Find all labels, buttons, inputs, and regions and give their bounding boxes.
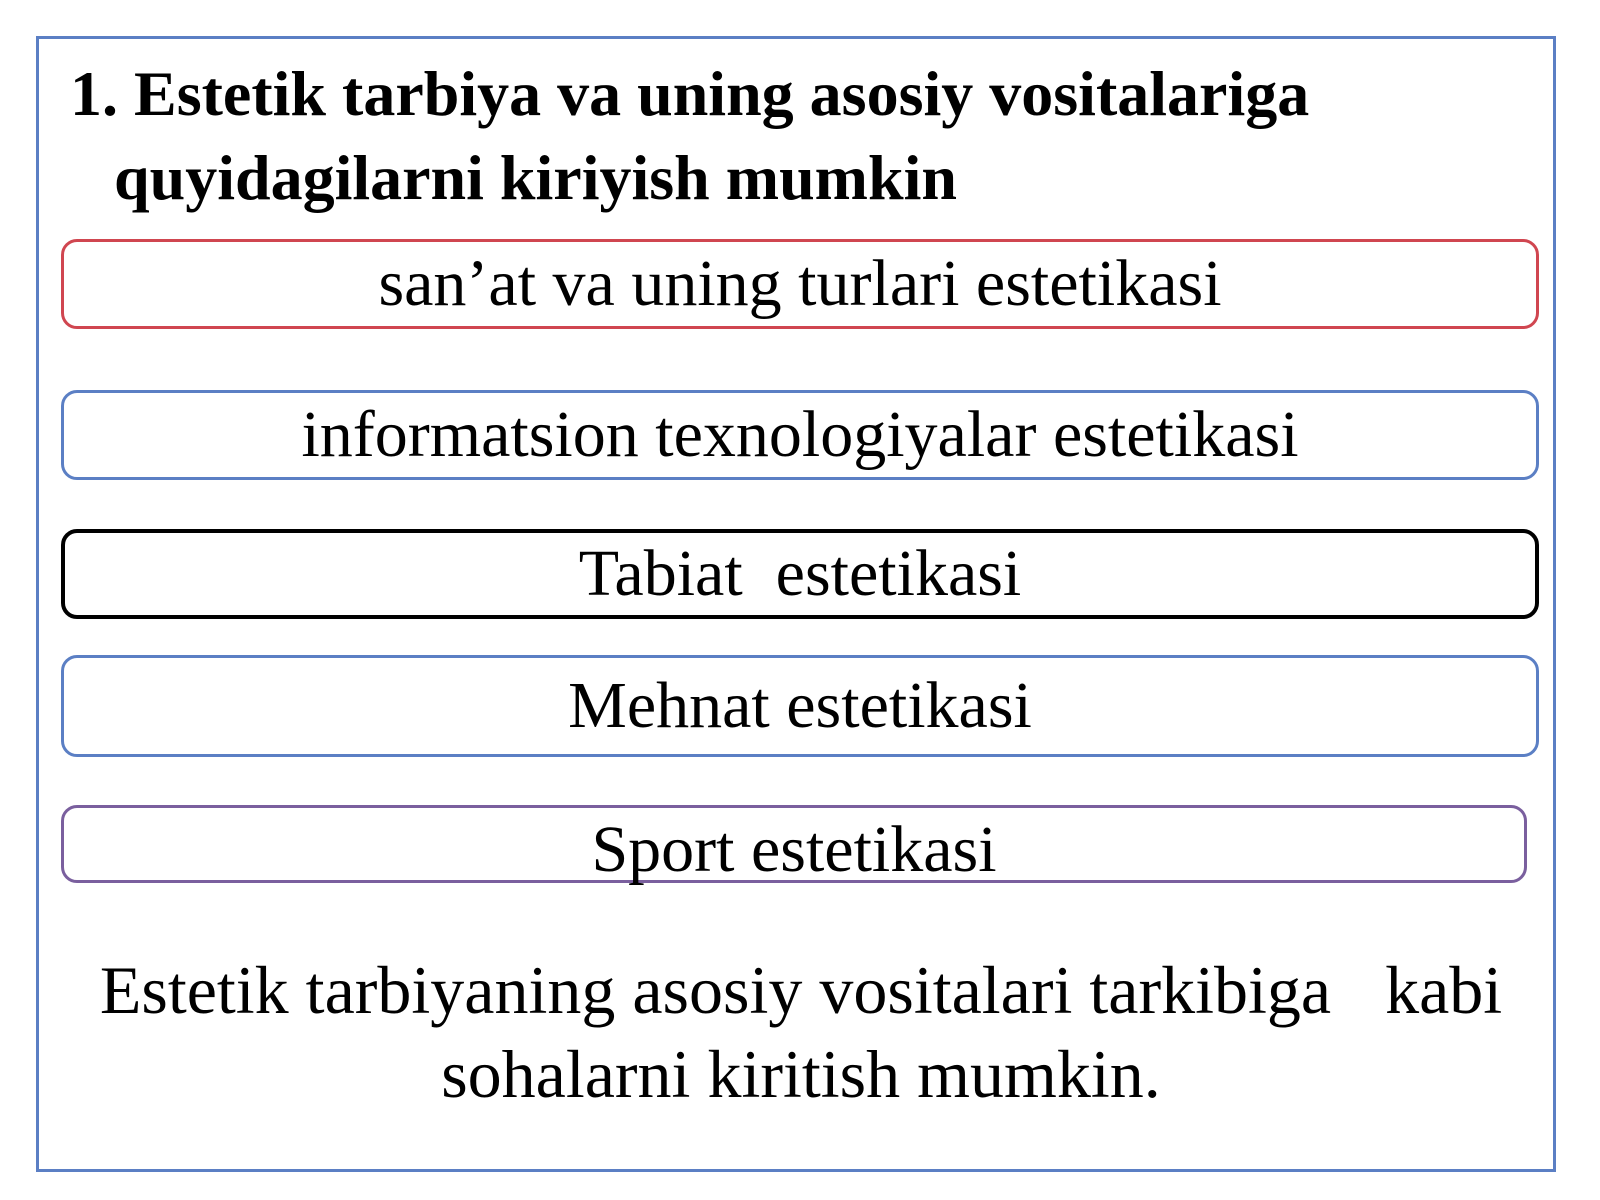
slide-title [70, 52, 1550, 220]
option-label: informatsion texnologiyalar estetikasi [301, 398, 1299, 471]
sentence-part-2: kabi [1385, 952, 1503, 1028]
fill-in-sentence [56, 948, 1546, 1116]
option-label: Tabiat estetikasi [578, 537, 1022, 610]
option-labor-aesthetics[interactable] [61, 655, 1539, 757]
option-nature-aesthetics[interactable] [61, 529, 1539, 619]
option-sport-aesthetics[interactable] [61, 805, 1527, 886]
title-line-2: quyidagilarni kiriyish mumkin [114, 142, 957, 213]
sentence-part-1: Estetik tarbiyaning asosiy vositalari tarkibiga [99, 952, 1332, 1028]
option-it-aesthetics[interactable] [61, 390, 1539, 480]
option-label: Sport estetikasi [591, 813, 997, 886]
sentence-line-2: sohalarni kiritish mumkin. [441, 1036, 1161, 1112]
option-label: san’at va uning turlari estetikasi [378, 247, 1222, 320]
option-art-aesthetics[interactable] [61, 239, 1539, 329]
title-line-1: 1. Estetik tarbiya va uning asosiy vositalariga [70, 58, 1310, 129]
option-label: Mehnat estetikasi [568, 669, 1032, 742]
